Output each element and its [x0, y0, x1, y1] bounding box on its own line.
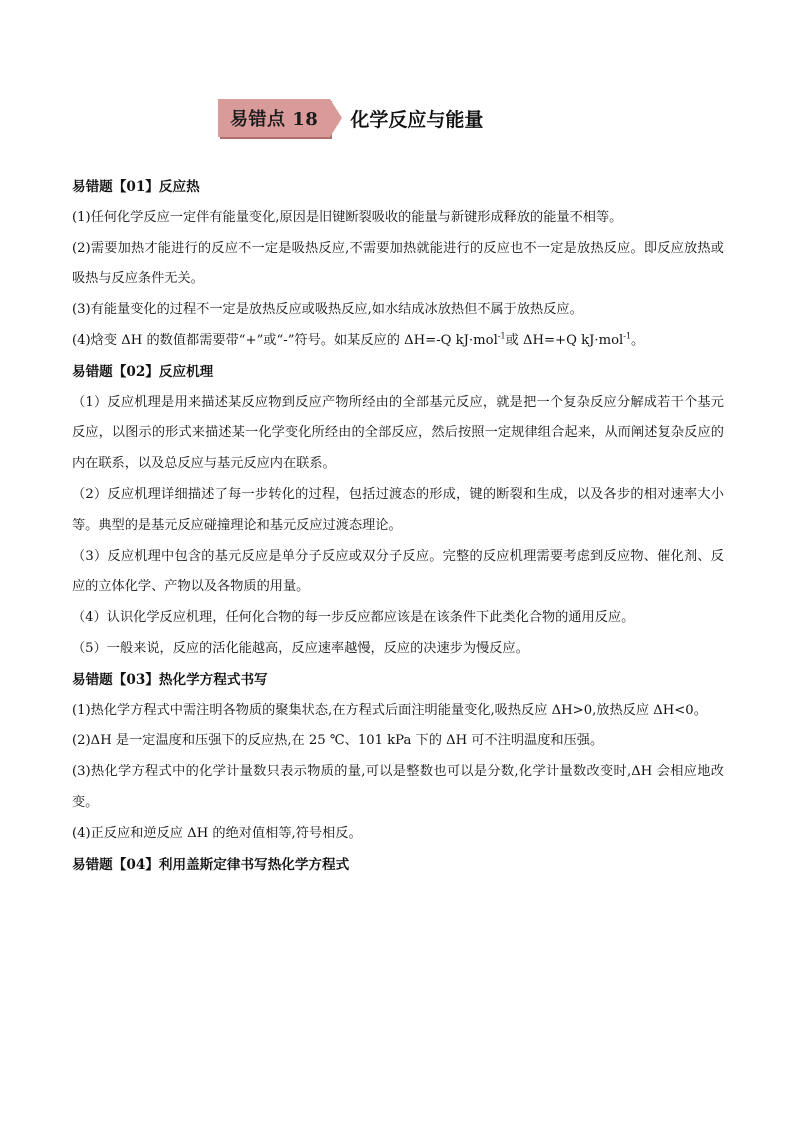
page-title: 化学反应与能量	[350, 108, 484, 131]
paragraph-text: (4)焓变 ΔH 的数值都需要带“+”或“-”符号。如某反应的 ΔH=-Q kJ·mol	[72, 332, 498, 348]
paragraph-text: 。	[631, 332, 645, 348]
paragraph: (4)正反应和逆反应 ΔH 的绝对值相等,符号相反。	[72, 825, 362, 841]
section-heading: 易错题【01】反应热	[72, 179, 200, 195]
document-body	[72, 172, 724, 880]
paragraph: （1）反应机理是用来描述某反应物到反应产物所经由的全部基元反应，就是把一个复杂反应分解成若干个基元反应，以图示的形式来描述某一化学变化所经由的全部反应，然后按照一定规律组合起来，从而阐述复杂反应的内在联系，以及总反应与基元反应内在联系。	[72, 394, 724, 472]
section-heading: 易错题【04】利用盖斯定律书写热化学方程式	[72, 856, 350, 873]
paragraph: （3）反应机理中包含的基元反应是单分子反应或双分子反应。完整的反应机理需要考虑到反应物、催化剂、反应的立体化学、产物以及各物质的用量。	[72, 548, 724, 595]
paragraph: (3)热化学方程式中的化学计量数只表示物质的量,可以是整数也可以是分数,化学计量数改变时,ΔH 会相应地改变。	[72, 764, 724, 810]
section-heading: 易错题【03】热化学方程式书写	[72, 671, 268, 688]
superscript: -1	[623, 331, 632, 341]
paragraph: （5）一般来说，反应的活化能越高，反应速率越慢，反应的决速步为慢反应。	[72, 640, 529, 656]
paragraph	[72, 326, 724, 357]
title-badge: 易错点 18	[218, 99, 330, 137]
section-heading: 易错题【02】反应机理	[72, 363, 214, 380]
paragraph: (2)ΔH 是一定温度和压强下的反应热,在 25 ℃、101 kPa 下的 ΔH 可不注明温度和压强。	[72, 733, 604, 749]
title-block	[218, 99, 483, 137]
paragraph: (1)任何化学反应一定伴有能量变化,原因是旧键断裂吸收的能量与新键形成释放的能量不相等。	[72, 209, 623, 225]
paragraph: (1)热化学方程式中需注明各物质的聚集状态,在方程式后面注明能量变化,吸热反应 ΔH>0,放热反应 ΔH<0。	[72, 702, 707, 718]
paragraph: （4）认识化学反应机理，任何化合物的每一步反应都应该是在该条件下此类化合物的通用反应。	[72, 610, 635, 626]
paragraph: (2)需要加热才能进行的反应不一定是吸热反应,不需要加热就能进行的反应也不一定是放热反应。即反应放热或吸热与反应条件无关。	[72, 240, 724, 287]
paragraph-text: 或 ΔH=+Q kJ·mol	[505, 332, 624, 348]
paragraph: (3)有能量变化的过程不一定是放热反应或吸热反应,如水结成冰放热但不属于放热反应。	[72, 302, 583, 318]
superscript: -1	[497, 331, 506, 341]
paragraph: （2）反应机理详细描述了每一步转化的过程，包括过渡态的形成，键的断裂和生成，以及各步的相对速率大小等。典型的是基元反应碰撞理论和基元反应过渡态理论。	[72, 486, 724, 533]
